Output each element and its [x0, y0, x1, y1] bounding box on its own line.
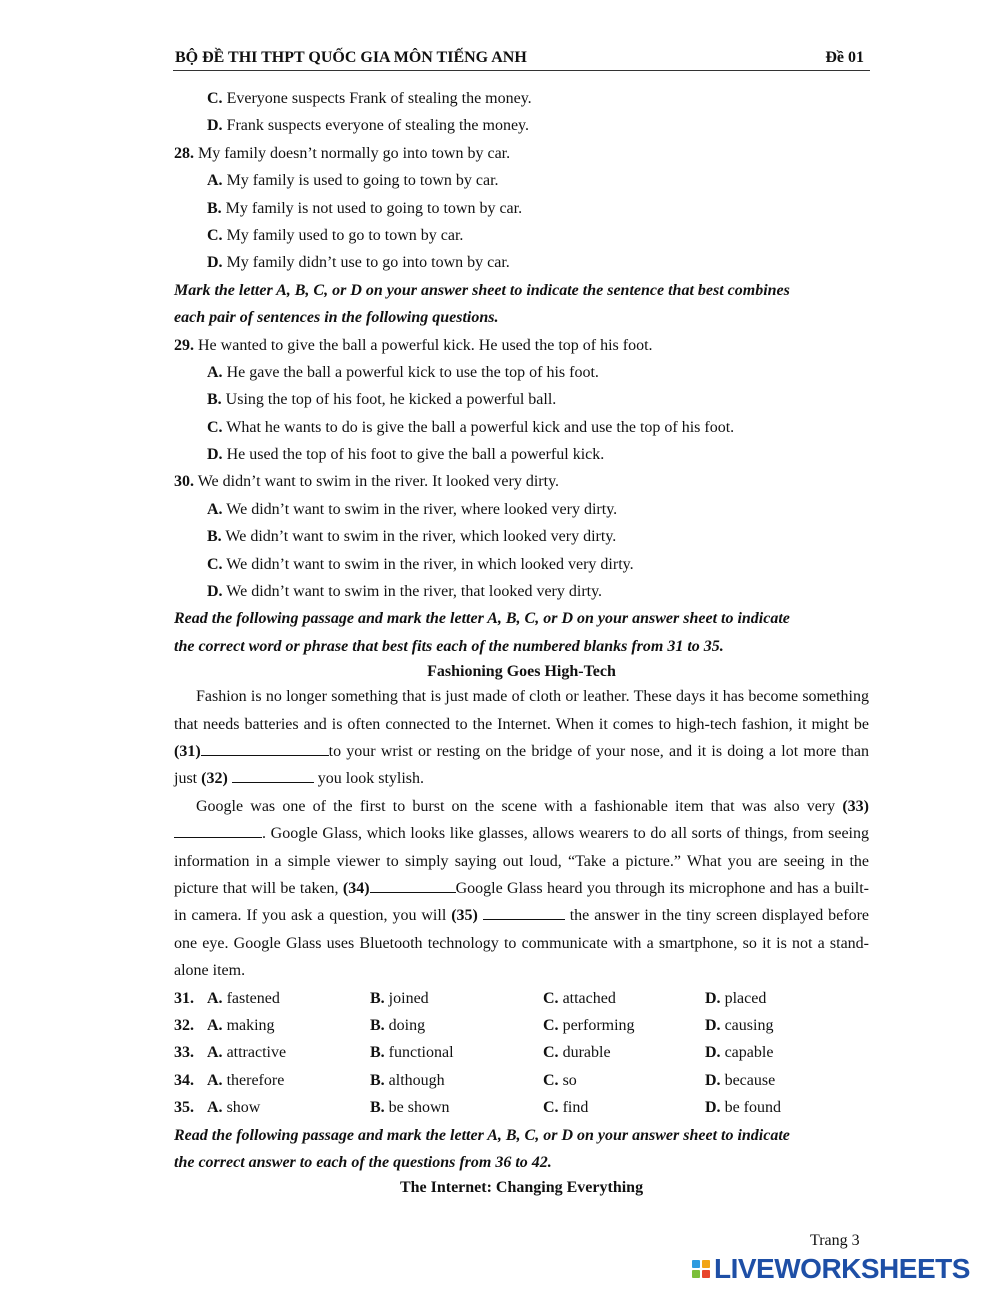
- answer-33b[interactable]: B. functional: [370, 1044, 454, 1062]
- answer-32c[interactable]: C. performing: [543, 1017, 635, 1035]
- answer-row-32: 32. A. making B. doing C. performing D. causing: [174, 1012, 869, 1039]
- answer-32b[interactable]: B. doing: [370, 1017, 426, 1035]
- instruction-passage1-line2: the correct word or phrase that best fits each of the numbered blanks from 31 to 35.: [174, 637, 724, 655]
- answer-row-31: 31. A. fastened B. joined C. attached D. placed: [174, 985, 869, 1012]
- option-28d: D. My family didn’t use to go into town by car.: [207, 254, 510, 272]
- blank-34-label: (34): [342, 880, 370, 898]
- answer-row-34: 34. A. therefore B. although C. so D. because: [174, 1067, 869, 1094]
- blank-35-label: (35): [451, 907, 478, 925]
- option-27d: D. Frank suspects everyone of stealing the money.: [207, 117, 529, 135]
- option-30c: C. We didn’t want to swim in the river, in which looked very dirty.: [207, 555, 634, 573]
- blank-31[interactable]: [201, 739, 329, 756]
- exam-code: Đề 01: [825, 49, 864, 66]
- option-30d: D. We didn’t want to swim in the river, that looked very dirty.: [207, 583, 603, 601]
- blank-34[interactable]: [370, 876, 456, 893]
- instruction-combine-line2: each pair of sentences in the following questions.: [174, 309, 499, 327]
- answer-33a[interactable]: A. attractive: [207, 1044, 287, 1062]
- answer-row-35: 35. A. show B. be shown C. find D. be found: [174, 1094, 869, 1121]
- blank-33-label: (33): [842, 797, 869, 815]
- blank-31-label: (31): [174, 743, 201, 761]
- logo-text: LIVEWORKSHEETS: [714, 1253, 970, 1284]
- answer-34b[interactable]: B. although: [370, 1071, 445, 1089]
- blank-32-label: (32): [201, 770, 228, 788]
- option-30a: A. We didn’t want to swim in the river, where looked very dirty.: [207, 500, 618, 518]
- passage1-paragraph1: Fashion is no longer something that is just made of cloth or leather. These days it has become something that needs batteries and is often connected to the Internet. When it comes to high-tech fashion, it might be (31) to your wrist or resting on the bridge of your nose, and it is doing a lot more than just (32) you look stylish.: [174, 688, 869, 788]
- option-29d: D. He used the top of his foot to give the ball a powerful kick.: [207, 446, 605, 464]
- blank-32[interactable]: [232, 766, 314, 783]
- passage1-paragraph2: Google was one of the first to burst on the scene with a fashionable item that was also very (33). Google Glass, which looks like glasses, allows wearers to do all sorts of things, from seeing information in a simple viewer to simply saying out loud, “Take a picture.” What you are seeing in the picture that will be taken, (34) Google Glass heard you through its microphone and has a built-in camera. If you ask a question, you will (35) the answer in the tiny screen displayed before one eye. Google Glass uses Bluetooth technology to communicate with a smartphone, so it is not a stand-alone item.: [174, 797, 869, 980]
- answer-31a[interactable]: A. fastened: [207, 989, 280, 1007]
- answer-row-33: 33. A. attractive B. functional C. durable D. capable: [174, 1039, 869, 1066]
- page-header: [173, 44, 870, 71]
- page-number: Trang 3: [810, 1232, 860, 1249]
- option-30b: B. We didn’t want to swim in the river, which looked very dirty.: [207, 528, 617, 546]
- passage2-title: The Internet: Changing Everything: [399, 1179, 644, 1197]
- option-27c: C. Everyone suspects Frank of stealing the money.: [207, 90, 532, 107]
- exam-title: BỘ ĐỀ THI THPT QUỐC GIA MÔN TIẾNG ANH: [175, 49, 527, 66]
- blank-35[interactable]: [483, 903, 565, 920]
- answer-32a[interactable]: A. making: [207, 1017, 275, 1035]
- instruction-passage2-line1: Read the following passage and mark the letter A, B, C, or D on your answer sheet to indicate: [174, 1126, 790, 1144]
- answer-34a[interactable]: A. therefore: [207, 1071, 285, 1089]
- blank-33[interactable]: [174, 821, 262, 838]
- answer-35d[interactable]: D. be found: [705, 1099, 781, 1117]
- answer-31b[interactable]: B. joined: [370, 989, 429, 1007]
- answer-31c[interactable]: C. attached: [543, 989, 616, 1007]
- answer-32d[interactable]: D. causing: [705, 1017, 774, 1035]
- option-28b: B. My family is not used to going to town by car.: [207, 199, 523, 217]
- answer-35b[interactable]: B. be shown: [370, 1099, 450, 1117]
- option-29b: B. Using the top of his foot, he kicked a powerful ball.: [207, 391, 557, 409]
- answer-33c[interactable]: C. durable: [543, 1044, 611, 1062]
- liveworksheets-logo[interactable]: [692, 1254, 970, 1284]
- answer-35a[interactable]: A. show: [207, 1099, 261, 1117]
- answer-34c[interactable]: C. so: [543, 1071, 577, 1089]
- answer-31d[interactable]: D. placed: [705, 989, 767, 1007]
- option-29c: C. What he wants to do is give the ball a powerful kick and use the top of his foot.: [207, 418, 735, 436]
- answer-35c[interactable]: C. find: [543, 1099, 589, 1117]
- passage1-title: Fashioning Goes High-Tech: [427, 663, 616, 681]
- answer-34d[interactable]: D. because: [705, 1071, 776, 1089]
- question-30: 30. We didn’t want to swim in the river. It looked very dirty.: [174, 473, 560, 491]
- question-28: 28. My family doesn’t normally go into town by car.: [174, 144, 511, 162]
- logo-grid-icon: [692, 1260, 710, 1278]
- option-28c: C. My family used to go to town by car.: [207, 226, 464, 244]
- page-content: [174, 85, 869, 1199]
- option-29a: A. He gave the ball a powerful kick to use the top of his foot.: [207, 363, 599, 381]
- option-28a: A. My family is used to going to town by car.: [207, 172, 499, 190]
- passage1-body: [174, 683, 869, 984]
- question-29: 29. He wanted to give the ball a powerful kick. He used the top of his foot.: [174, 336, 653, 354]
- instruction-passage1-line1: Read the following passage and mark the letter A, B, C, or D on your answer sheet to indicate: [174, 610, 790, 628]
- instruction-passage2-line2: the correct answer to each of the questions from 36 to 42.: [174, 1154, 552, 1172]
- answer-33d[interactable]: D. capable: [705, 1044, 774, 1062]
- instruction-combine-line1: Mark the letter A, B, C, or D on your answer sheet to indicate the sentence that best combines: [174, 281, 790, 299]
